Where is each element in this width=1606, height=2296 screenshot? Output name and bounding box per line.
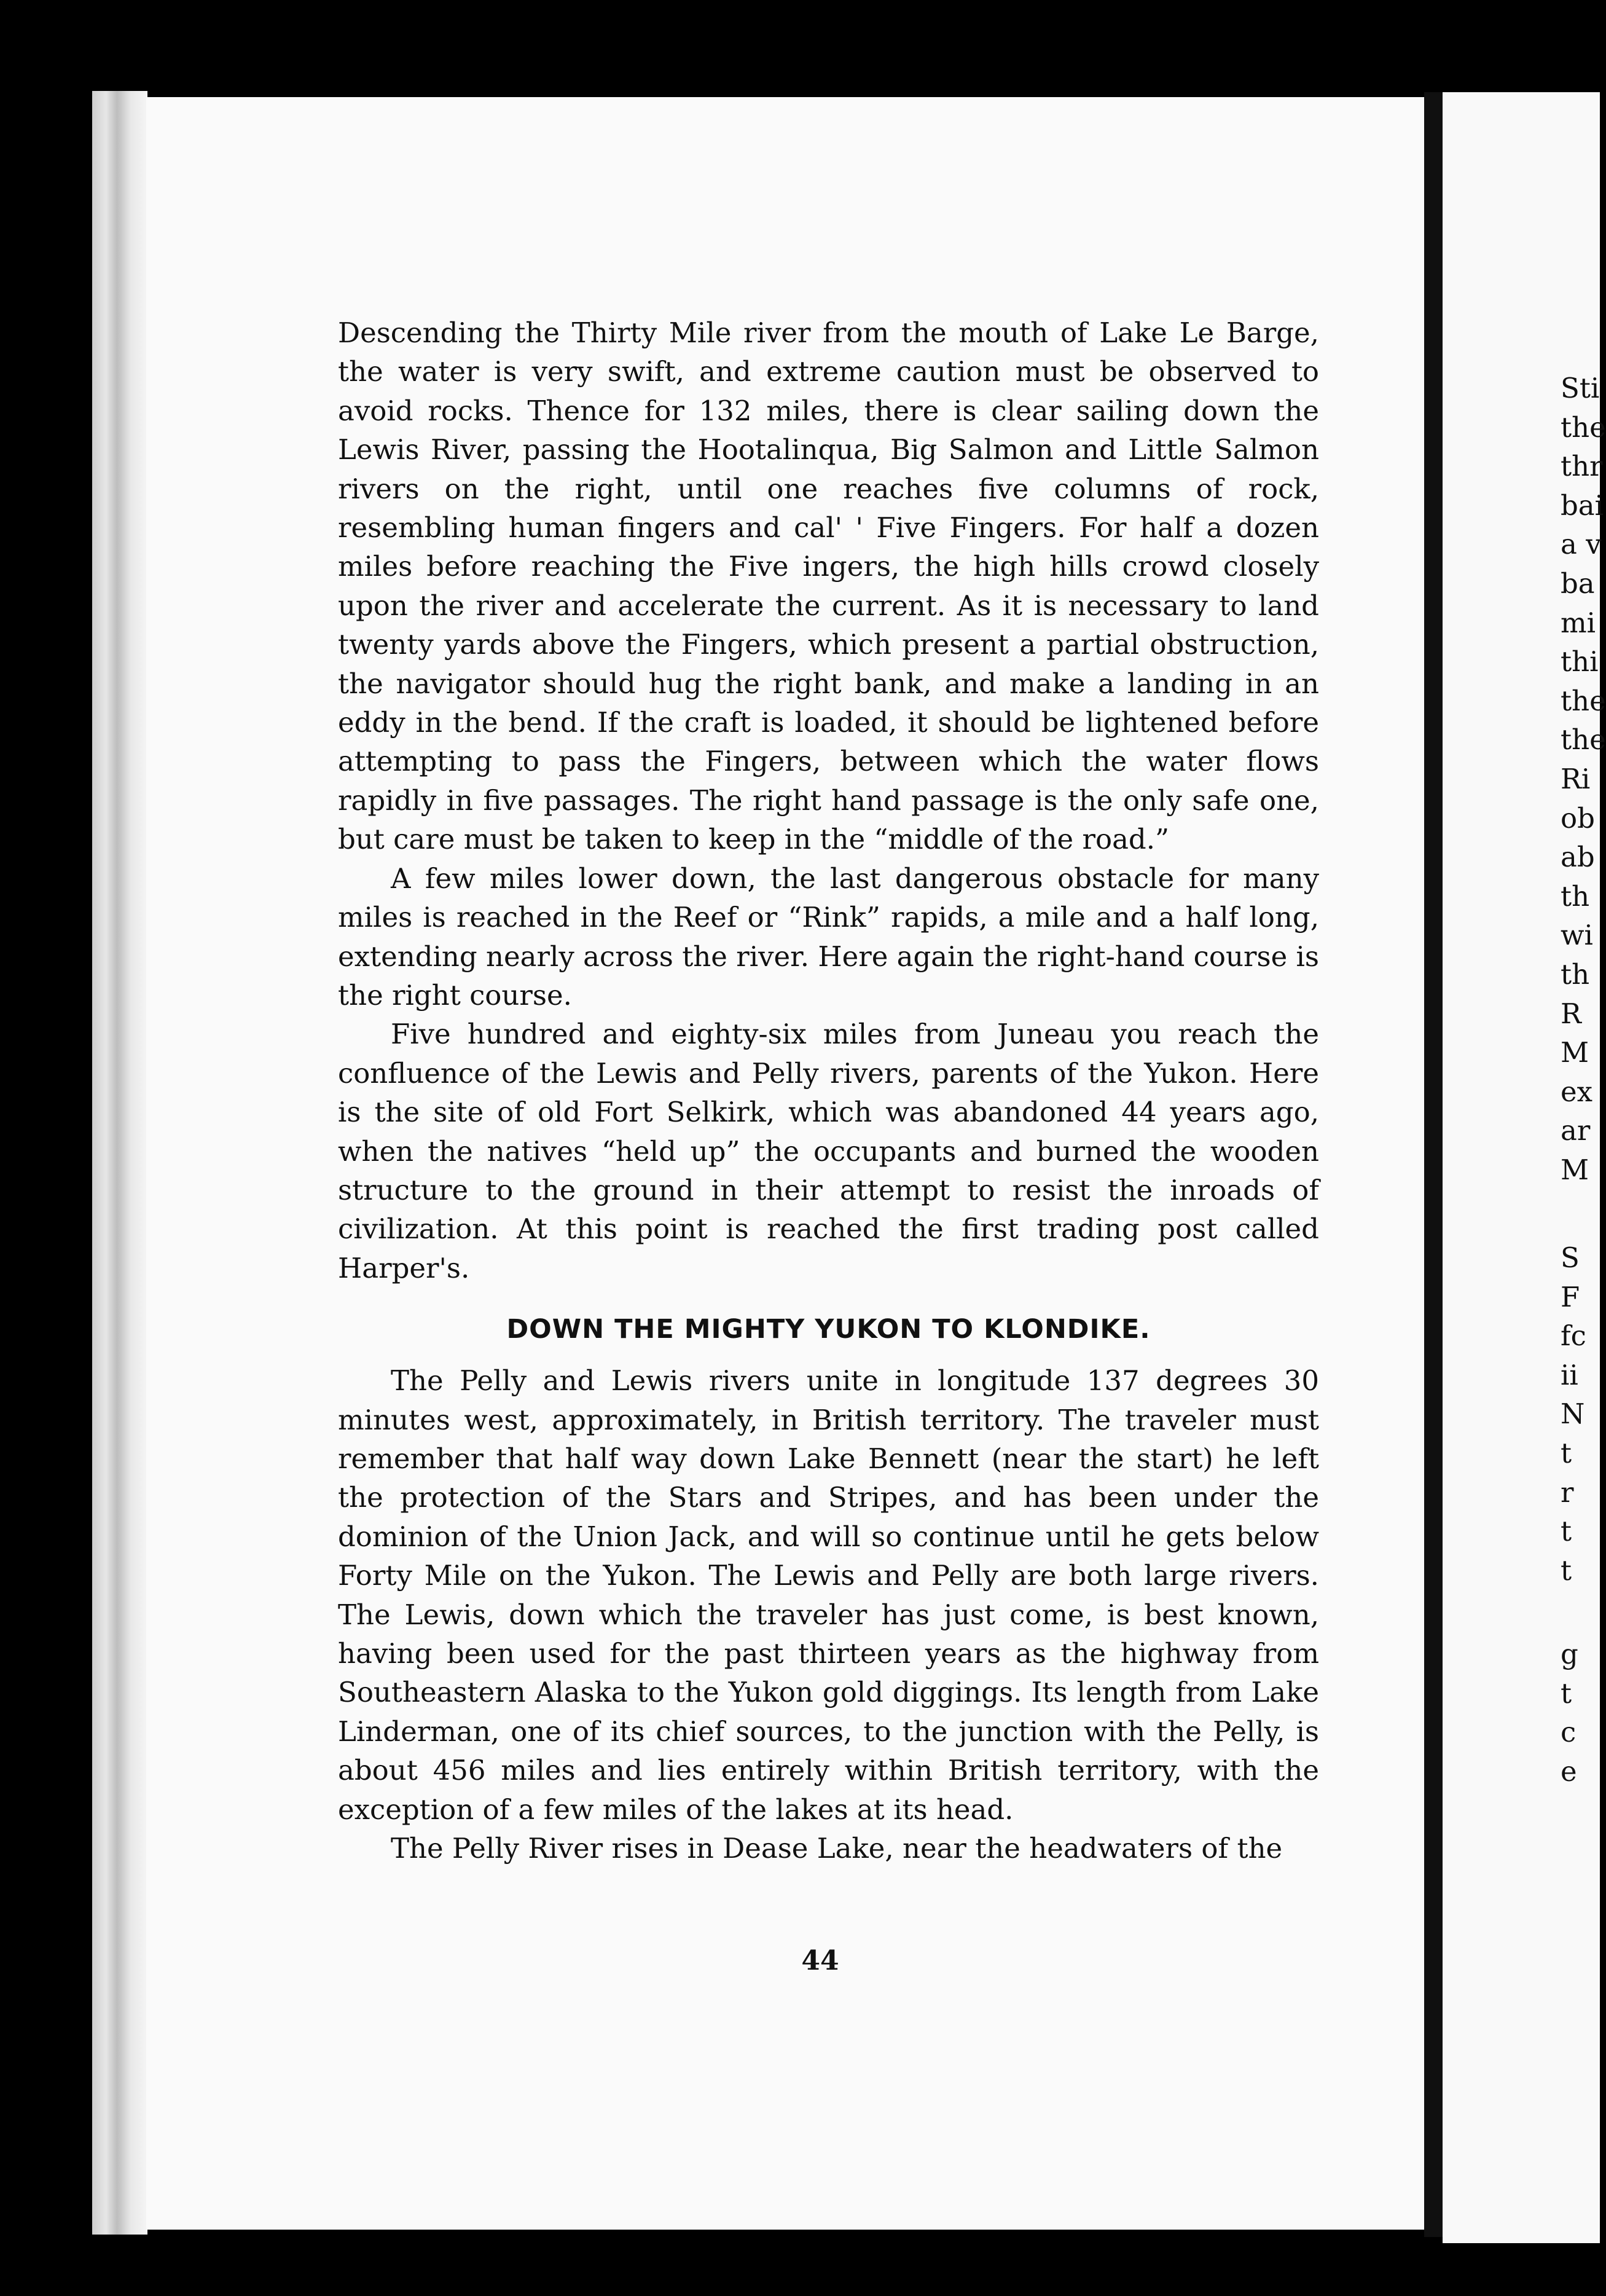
fragment-line: ob [1561, 801, 1595, 835]
page-number: 44 [801, 1945, 839, 1976]
fragment-line: wi [1561, 919, 1593, 952]
fragment-line: N [1561, 1398, 1585, 1431]
fragment-line: the [1561, 411, 1606, 444]
fragment-line: fc [1561, 1319, 1586, 1353]
fragment-line: ab [1561, 841, 1595, 874]
fragment-line: R [1561, 997, 1581, 1030]
fragment-line: ex [1561, 1075, 1593, 1108]
fragment-line: M [1561, 1153, 1589, 1186]
fragment-line: the [1561, 684, 1606, 717]
fragment-line: bai [1561, 489, 1604, 522]
page-stack-edge [92, 91, 147, 2235]
fragment-line: mi [1561, 606, 1596, 639]
paragraph-3: Five hundred and eighty-six miles from Juneau you reach the confluence of the Lewis and Pelly rivers, parents of the Yukon. Here is the site of old Fort Selkirk, which was abandoned 44 years ago, when the natives “held up” the occupants and burned the wooden structure to the ground in their attempt to resist the inroads of civilization. At this point is reached the first trading post called Harper's. [338, 1018, 1319, 1284]
fragment-line: Sti [1561, 372, 1600, 404]
fragment-line: t [1561, 1677, 1572, 1710]
fragment-line: g [1561, 1638, 1578, 1670]
fragment-line: th [1561, 957, 1590, 991]
fragment-line: ba [1561, 567, 1595, 600]
fragment-line: thr [1561, 450, 1603, 483]
fragment-line: t [1561, 1515, 1572, 1548]
book-gutter [1424, 92, 1443, 2237]
page-body [338, 313, 1319, 1868]
section-heading: DOWN THE MIGHTY YUKON TO KLONDIKE. [506, 1314, 1151, 1345]
fragment-line: M [1561, 1036, 1589, 1069]
fragment-line: ii [1561, 1358, 1578, 1391]
fragment-line: F [1561, 1280, 1580, 1313]
fragment-line: r [1561, 1476, 1574, 1509]
fragment-line: t [1561, 1436, 1572, 1469]
right-page-fragment-2 [1561, 1238, 1600, 1590]
fragment-line: S [1561, 1241, 1580, 1274]
fragment-line: th [1561, 879, 1590, 913]
fragment-line: Ri [1561, 762, 1591, 795]
fragment-line: the [1561, 723, 1606, 757]
fragment-line: ar [1561, 1114, 1591, 1147]
paragraph-1: Descending the Thirty Mile river from the mouth of Lake Le Barge, the water is very swift, and extreme caution must be observed to avoid rocks. Thence for 132 miles, there is clear sailing down the Lewis River, passing the Hootalinqua, Big Salmon and Little Salmon rivers on the right, until one reaches five columns of rock, resembling human fingers and cal' ' Five Fingers. For half a dozen miles before reaching the Five ingers, the high hills crowd closely upon the river and accelerate the current. As it is necessary to land twenty yards above the Fingers, which present a partial obstruction, the navigator should hug the right bank, and make a landing in an eddy in the bend. If the craft is loaded, it should be lightened before attempting to pass the Fingers, between which the water flows rapidly in five passages. The right hand passage is the only safe one, but care must be taken to keep in the “middle of the road.” [338, 316, 1319, 856]
paragraph-4: The Pelly and Lewis rivers unite in longitude 137 degrees 30 minutes west, approximately, in British territory. The traveler must remember that half way down Lake Bennett (near the start) he left the protection of the Stars and Stripes, and has been under the dominion of the Union Jack, and will so continue until he gets below Forty Mile on the Yukon. The Lewis and Pelly are both large rivers. The Lewis, down which the traveler has just come, is best known, having been used for the past thirteen years as the highway from Southeastern Alaska to the Yukon gold diggings. Its length from Lake Linderman, one of its chief sources, to the junction with the Pelly, is about 456 miles and lies entirely within British territory, with the exception of a few miles of the lakes at its head. [338, 1364, 1319, 1826]
fragment-line: t [1561, 1554, 1572, 1587]
right-page-fragment-3 [1561, 1635, 1600, 1791]
fragment-line: a v [1561, 528, 1602, 561]
fragment-line: c [1561, 1716, 1577, 1749]
fragment-line: thi [1561, 645, 1599, 678]
right-page-fragment-1 [1561, 369, 1606, 1189]
paragraph-5: The Pelly River rises in Dease Lake, near the headwaters of the [391, 1832, 1283, 1865]
fragment-line: e [1561, 1755, 1577, 1788]
paragraph-2: A few miles lower down, the last dangerous obstacle for many miles is reached in the Reef or “Rink” rapids, a mile and a half long, extending nearly across the river. Here again the right-hand course is the right course. [338, 862, 1319, 1012]
